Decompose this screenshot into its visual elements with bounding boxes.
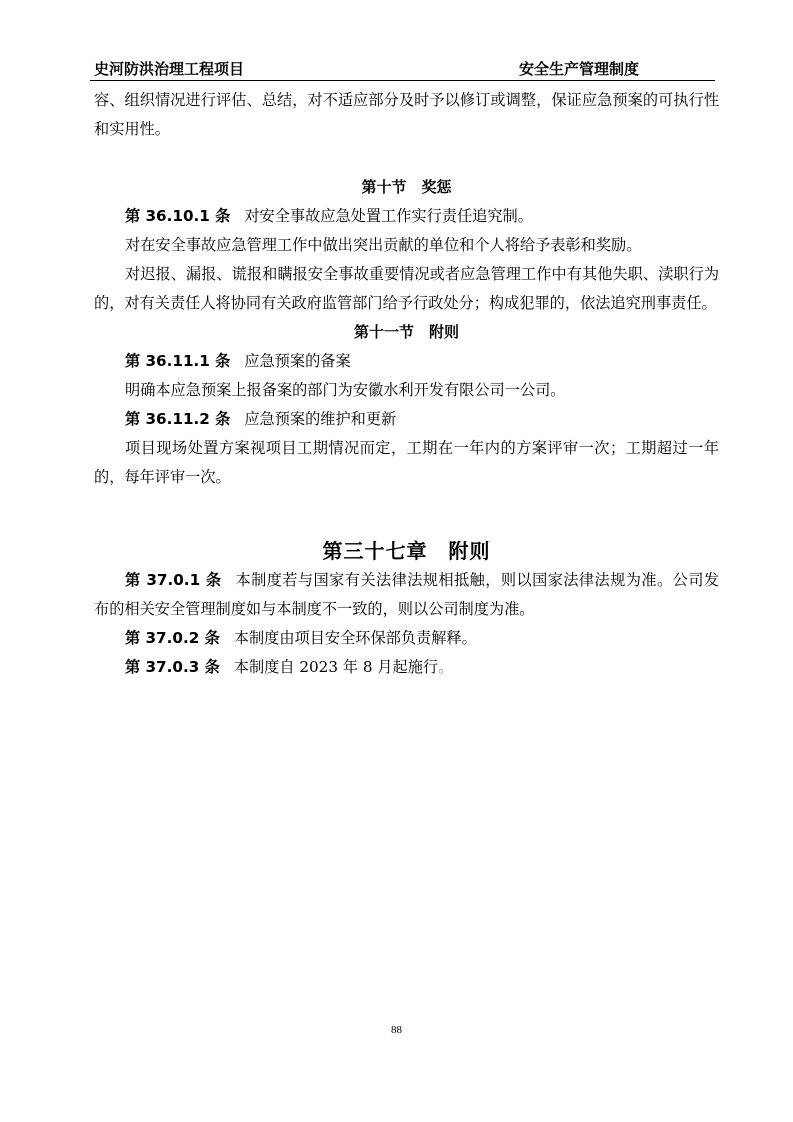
paragraph-accountability: 对迟报、漏报、谎报和瞒报安全事故重要情况或者应急管理工作中有其他失职、渎职行为的，对有关责任人将协同有关政府监管部门给予行政处分；构成犯罪的，依法追究刑事责任。	[94, 265, 719, 312]
article-text: 应急预案的备案	[244, 352, 351, 370]
article-text: 对安全事故应急处置工作实行责任追究制。	[244, 207, 533, 225]
article-37-0-3	[94, 653, 719, 682]
article-number: 第 36.11.1 条	[125, 352, 231, 370]
continued-paragraph: 容、组织情况进行评估、总结，对不适应部分及时予以修订或调整，保证应急预案的可执行性和实用性。	[94, 91, 719, 138]
article-36-11-1	[94, 347, 719, 376]
paragraph-review: 项目现场处置方案视项目工期情况而定，工期在一年内的方案评审一次；工期超过一年的，每年评审一次。	[94, 439, 719, 486]
article-text: 应急预案的维护和更新	[244, 410, 397, 428]
article-37-0-1	[94, 566, 719, 624]
paragraph-commendation: 对在安全事故应急管理工作中做出突出贡献的单位和个人将给予表彰和奖励。	[125, 236, 642, 254]
page-number: 88	[391, 1024, 402, 1036]
chapter-37-block	[94, 536, 719, 682]
paragraph-filing: 明确本应急预案上报备案的部门为安徽水利开发有限公司一公司。	[125, 381, 566, 399]
article-number: 第 37.0.1 条	[125, 571, 222, 589]
header-project-name: 史河防洪治理工程项目	[94, 60, 245, 78]
article-number: 第 37.0.3 条	[125, 658, 220, 676]
article-number: 第 36.11.2 条	[125, 410, 231, 428]
section-title-supplementary: 第十一节 附则	[353, 323, 459, 341]
article-36-11-2	[94, 405, 719, 434]
chapter-title: 第三十七章 附则	[322, 539, 491, 563]
article-37-0-2	[94, 624, 719, 653]
document-body-top	[94, 86, 719, 492]
end-mark: 。	[438, 658, 454, 676]
page-header	[90, 58, 715, 81]
article-36-10-1	[94, 202, 719, 231]
article-text: 本制度若与国家有关法律法规相抵触，则以国家法律法规为准。公司发布的相关安全管理制度如与本制度不一致的，则以公司制度为准。	[94, 571, 720, 618]
article-number: 第 37.0.2 条	[125, 629, 220, 647]
article-text: 本制度由项目安全环保部负责解释。	[233, 629, 477, 647]
section-title-rewards: 第十节 奖惩	[361, 178, 452, 196]
article-text: 本制度自 2023 年 8 月起施行	[233, 658, 439, 676]
header-document-title: 安全生产管理制度	[518, 60, 639, 78]
article-number: 第 36.10.1 条	[125, 207, 231, 225]
